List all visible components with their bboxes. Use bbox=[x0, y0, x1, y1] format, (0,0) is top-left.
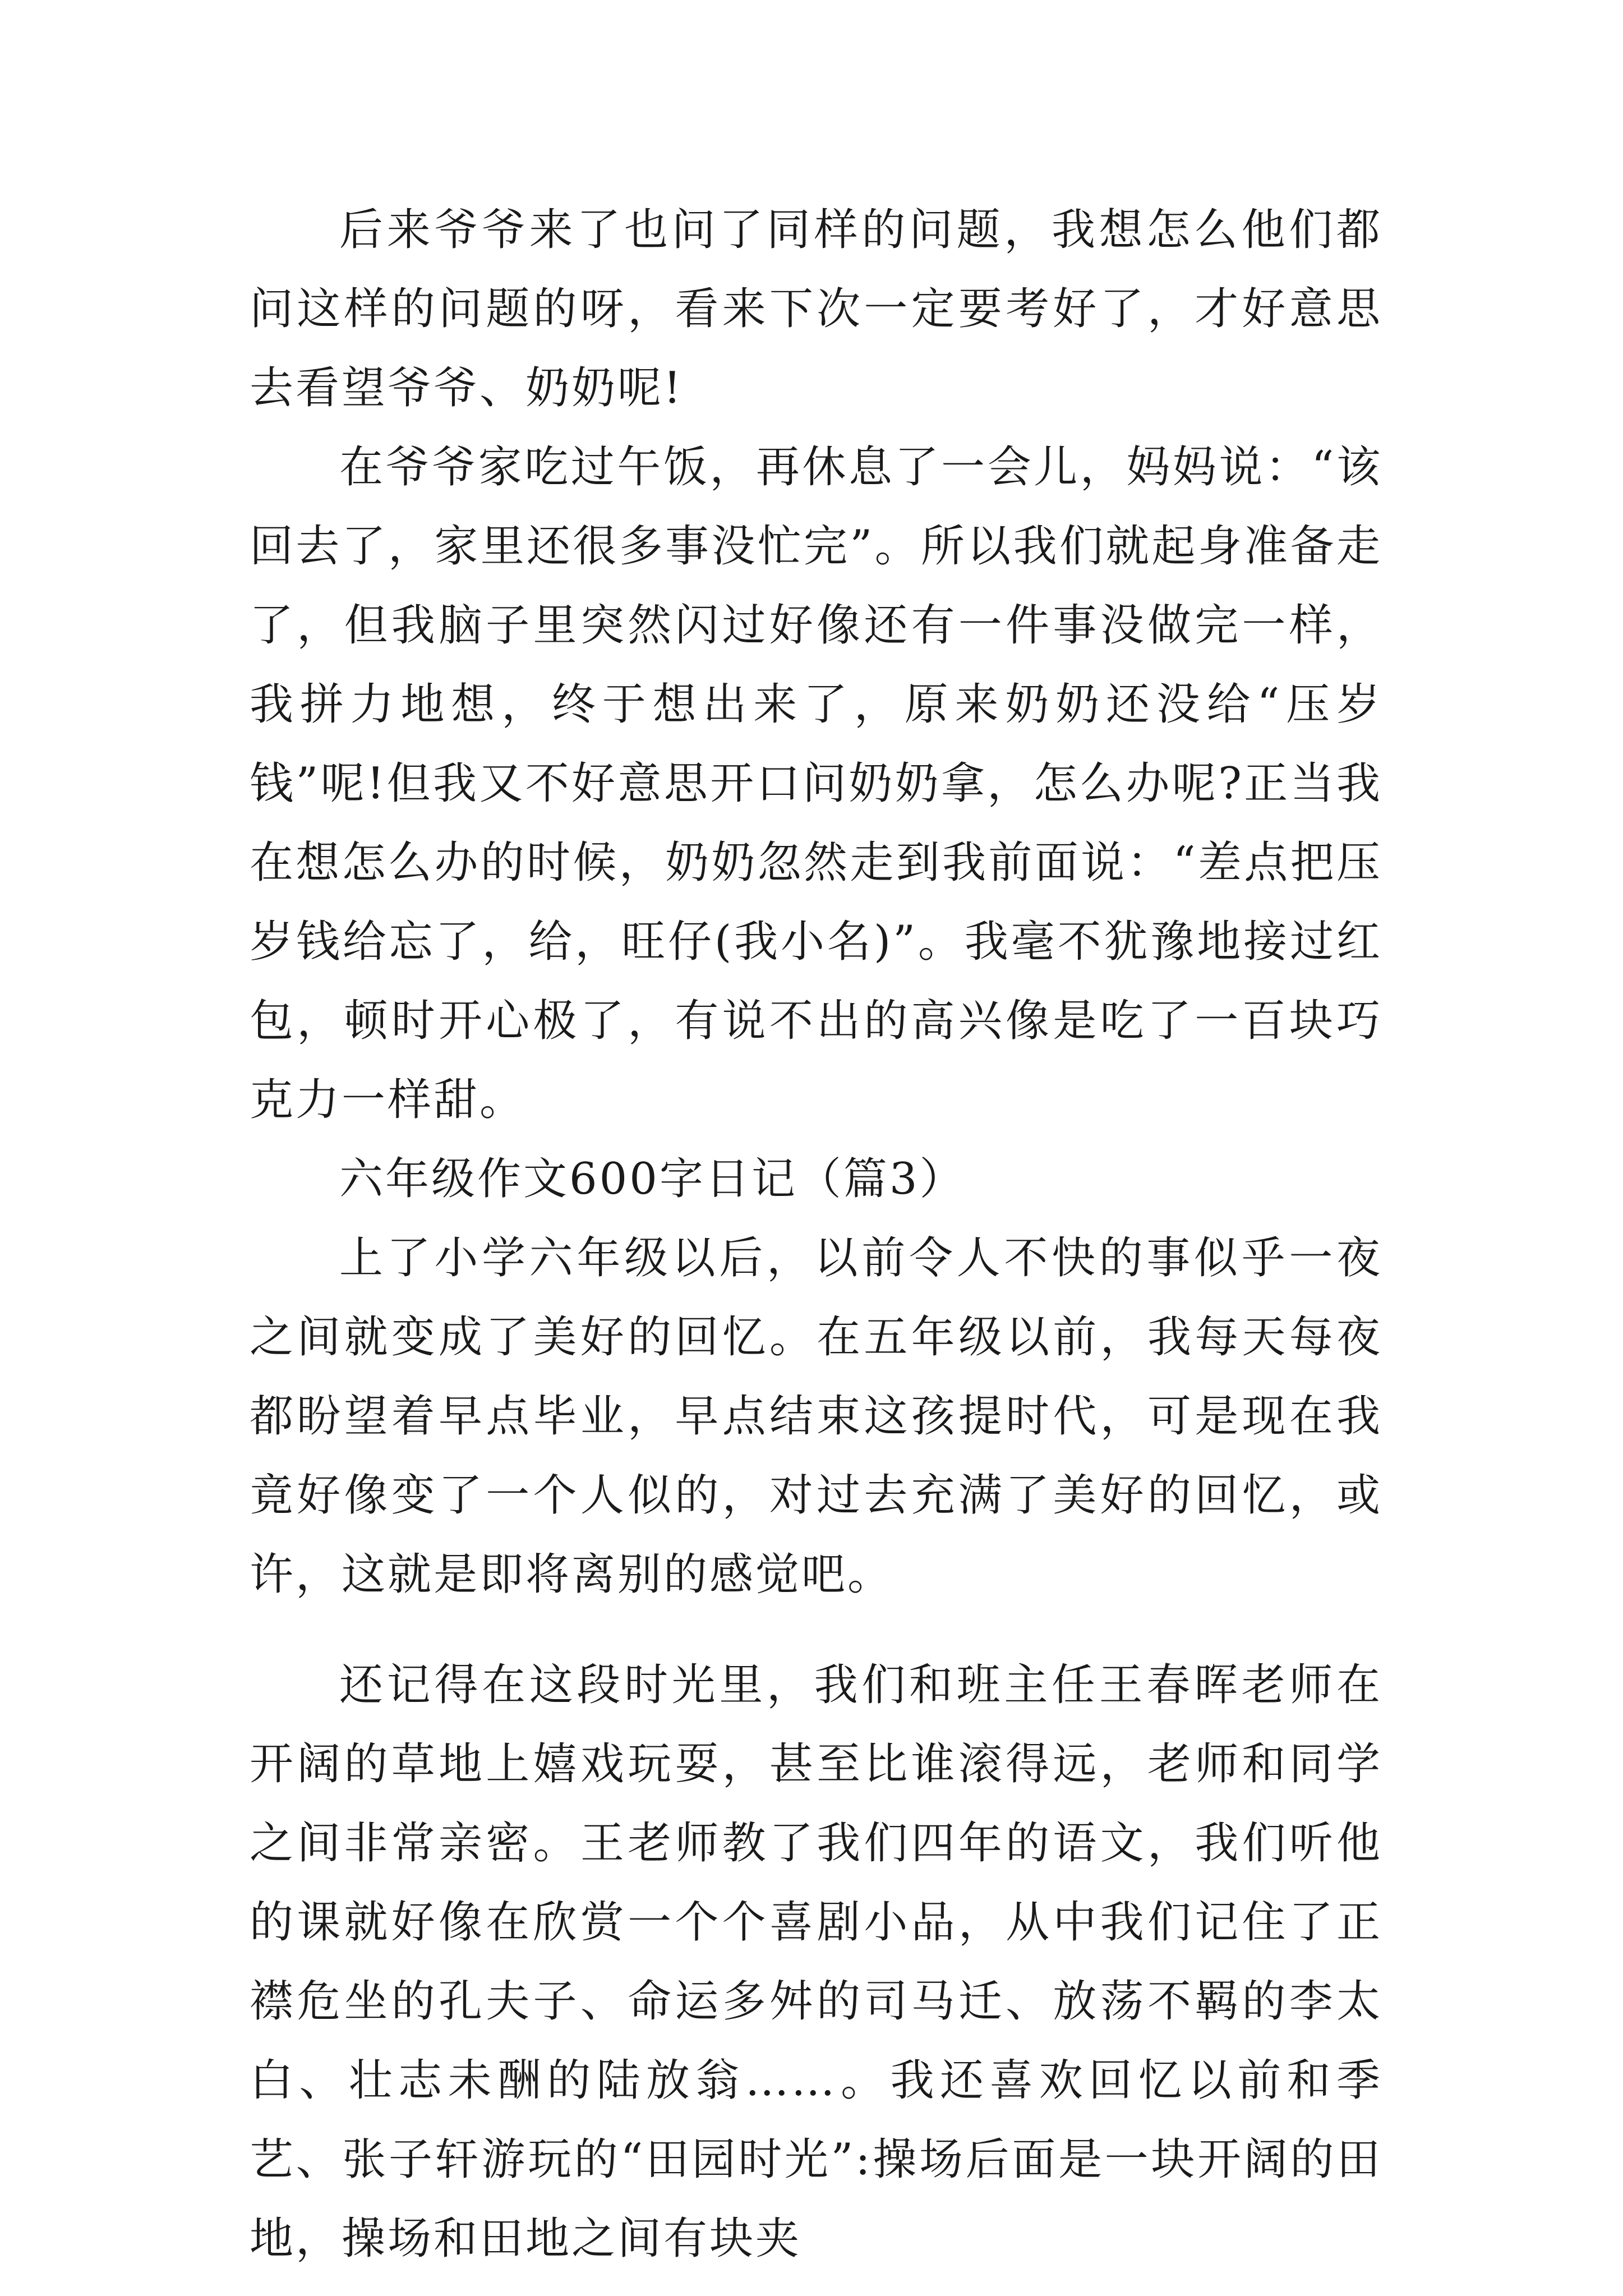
document-body bbox=[250, 191, 1382, 2279]
paragraph-teacher-wang: 还记得在这段时光里，我们和班主任王春晖老师在开阔的草地上嬉戏玩耍，甚至比谁滚得远，老师和同学之间非常亲密。王老师教了我们四年的语文，我们听他的课就好像在欣赏一个个喜剧小品，从中我们记住了正襟危坐的孔夫子、命运多舛的司马迁、放荡不羁的李太白、壮志未酬的陆放翁……。我还喜欢回忆以前和季艺、张子轩游玩的“田园时光”:操场后面是一块开阔的田地，操场和田地之间有块夹 bbox=[250, 1660, 1382, 2264]
paragraph-red-envelope: 在爷爷家吃过午饭，再休息了一会儿，妈妈说：“该回去了，家里还很多事没忙完”。所以我们就起身准备走了，但我脑子里突然闪过好像还有一件事没做完一样，我拼力地想，终于想出来了，原来奶奶还没给“压岁钱”呢!但我又不好意思开口问奶奶拿，怎么办呢?正当我在想怎么办的时候，奶奶忽然走到我前面说：“差点把压岁钱给忘了，给，旺仔(我小名)”。我毫不犹豫地接过红包，顿时开心极了，有说不出的高兴像是吃了一百块巧克力一样甜。 bbox=[250, 442, 1382, 1125]
paragraph-sixth-grade-memories: 上了小学六年级以后，以前令人不快的事似乎一夜之间就变成了美好的回忆。在五年级以前，我每天每夜都盼望着早点毕业，早点结束这孩提时代，可是现在我竟好像变了一个人似的，对过去充满了美好的回忆，或许，这就是即将离别的感觉吧。 bbox=[250, 1233, 1382, 1600]
paragraph-grandpa-question: 后来爷爷来了也问了同样的问题，我想怎么他们都问这样的问题的呀，看来下次一定要考好了，才好意思去看望爷爷、奶奶呢! bbox=[250, 205, 1382, 413]
section-heading: 六年级作文600字日记（篇3） bbox=[339, 1154, 966, 1204]
